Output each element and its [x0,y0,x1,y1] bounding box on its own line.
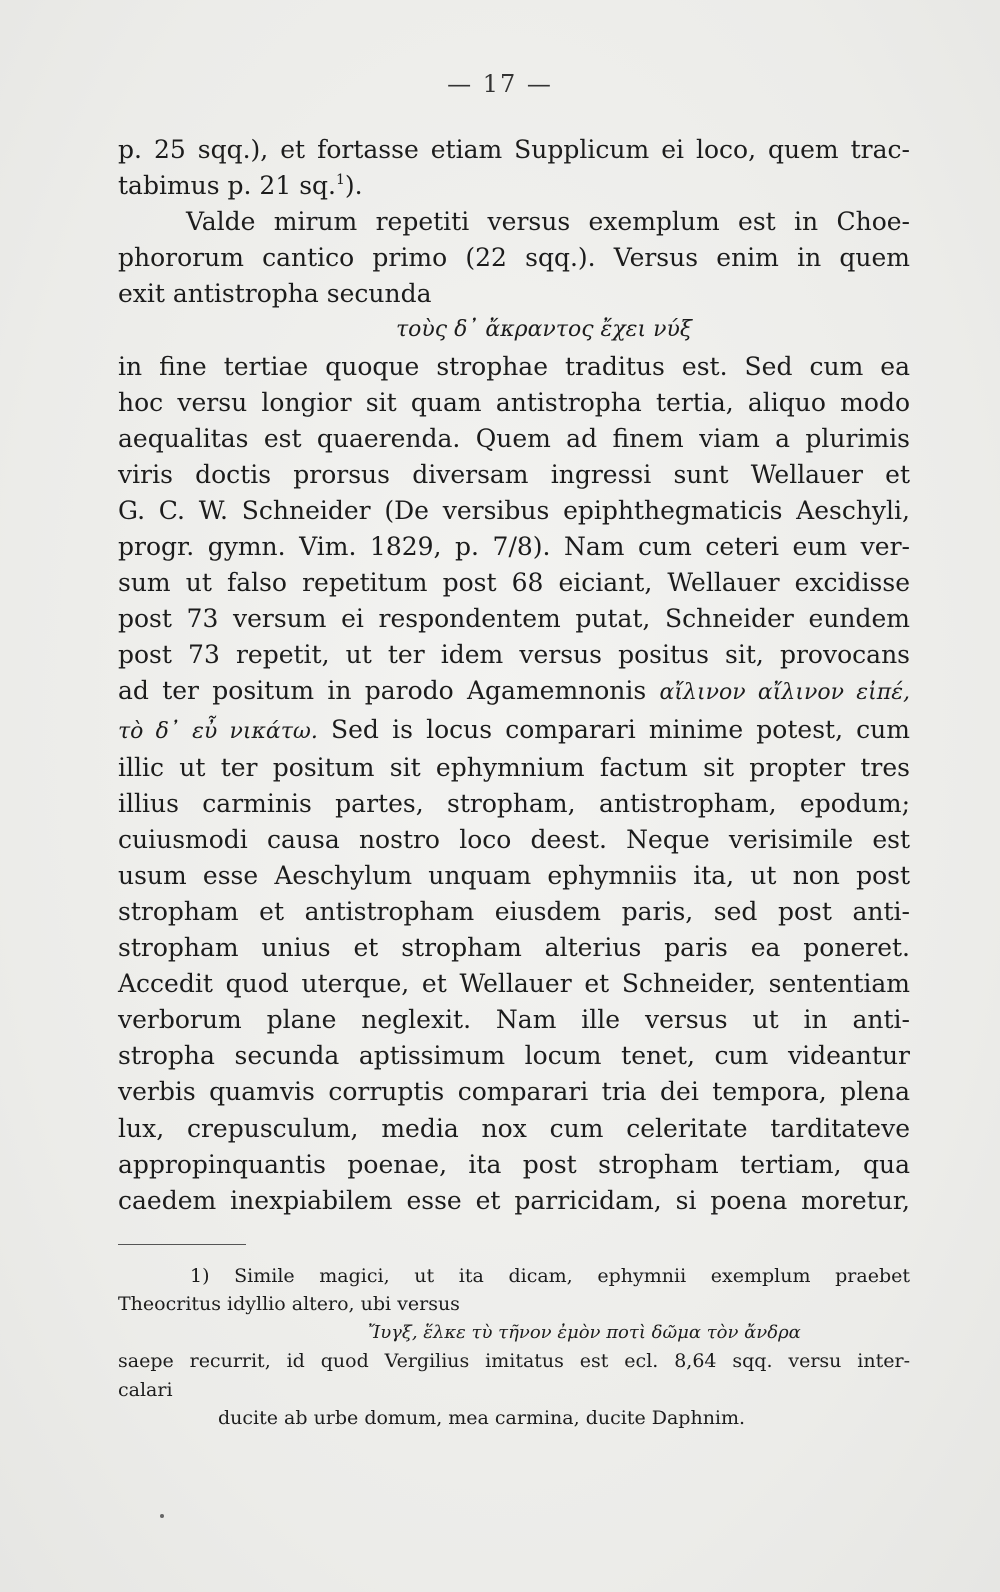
text-line: illius carminis partes, stropham, antistropham, epodum; [118,788,910,818]
text-line: illic ut ter positum sit ephymnium factum sit propter tres [118,752,910,782]
footnote-line: calari [118,1378,173,1401]
text-line [118,712,910,750]
text-fragment: ad ter positum in parodo Agamemnonis [118,676,647,706]
text-line [118,673,910,711]
greek-quote: τὸ δ᾽ εὖ νικάτω. [118,718,318,744]
footnote-marker: 1 [335,172,345,189]
text-fragment: ). [344,171,363,201]
text-line: stropham et antistropham eiusdem paris, sed post anti- [118,896,910,926]
footnote-greek-verse: Ἴυγξ, ἕλκε τὺ τῆνον ἐμὸν ποτὶ δῶμα τὸν ἄνδρα [368,1321,801,1343]
text-line: hoc versu longior sit quam antistropha tertia, aliquo modo [118,387,910,417]
text-line: caedem inexpiabilem esse et parricidam, si poena moretur, [118,1185,910,1215]
text-line: post 73 repetit, ut ter idem versus positus sit, provocans [118,640,910,670]
paper-speck [160,1514,164,1518]
text-line: post 73 versum ei respondentem putat, Schneider eundem [118,604,910,634]
greek-quote: αἴλινον αἴλινον εἰπέ, [659,680,910,706]
main-text [118,132,910,1219]
text-line [118,168,910,204]
text-line: Accedit quod uterque, et Wellauer et Schneider, sententiam [118,969,910,999]
text-line: exit antistropha secunda [118,279,432,309]
text-line: lux, crepusculum, media nox cum celeritate tarditateve [118,1113,910,1143]
footnote-latin-verse: ducite ab urbe domum, mea carmina, ducite Daphnim. [218,1407,746,1430]
text-line: G. C. W. Schneider (De versibus epiphthegmaticis Aeschyli, [118,495,910,525]
text-fragment: Sed is locus comparari minime potest, cum [331,714,910,744]
text-line: Valde mirum repetiti versus exemplum est in Choe- [186,207,910,237]
greek-verse: τοὺς δ᾽ ἄκραντος ἔχει νύξ [396,317,692,343]
text-line: stropham unius et stropham alterius paris ea poneret. [118,933,910,963]
text-line: in fine tertiae quoque strophae traditus est. Sed cum ea [118,351,910,381]
text-line: verbis quamvis corruptis comparari tria dei tempora, plena [118,1077,910,1107]
text-line: sum ut falso repetitum post 68 eiciant, Wellauer excidisse [118,568,910,598]
footnote-line: saepe recurrit, id quod Vergilius imitatus est ecl. 8,64 sqq. versu inter- [118,1350,910,1373]
text-line: aequalitas est quaerenda. Quem ad finem viam a plurimis [118,423,910,453]
text-line: stropha secunda aptissimum locum tenet, cum videantur [118,1041,910,1071]
text-line: usum esse Aeschylum unquam ephymniis ita, ut non post [118,860,910,890]
text-line: phororum cantico primo (22 sqq.). Versus enim in quem [118,243,910,273]
footnote-divider [118,1244,246,1245]
text-line: verborum plane neglexit. Nam ille versus ut in anti- [118,1005,910,1035]
text-line: p. 25 sqq.), et fortasse etiam Supplicum ei loco, quem trac- [118,135,910,164]
page-number: — 17 — [447,70,553,98]
text-fragment: tabimus p. 21 sq. [118,171,336,201]
text-line: cuiusmodi causa nostro loco deest. Neque verisimile est [118,824,910,854]
footnote-line: Theocritus idyllio altero, ubi versus [118,1293,460,1316]
text-line: appropinquantis poenae, ita post stropham tertiam, qua [118,1149,910,1179]
text-line: viris doctis prorsus diversam ingressi sunt Wellauer et [118,459,910,489]
footnote [118,1262,910,1432]
text-line: progr. gymn. Vim. 1829, p. 7/8). Nam cum ceteri eum ver- [118,532,910,562]
footnote-line: 1) Simile magici, ut ita dicam, ephymnii exemplum praebet [190,1265,910,1287]
